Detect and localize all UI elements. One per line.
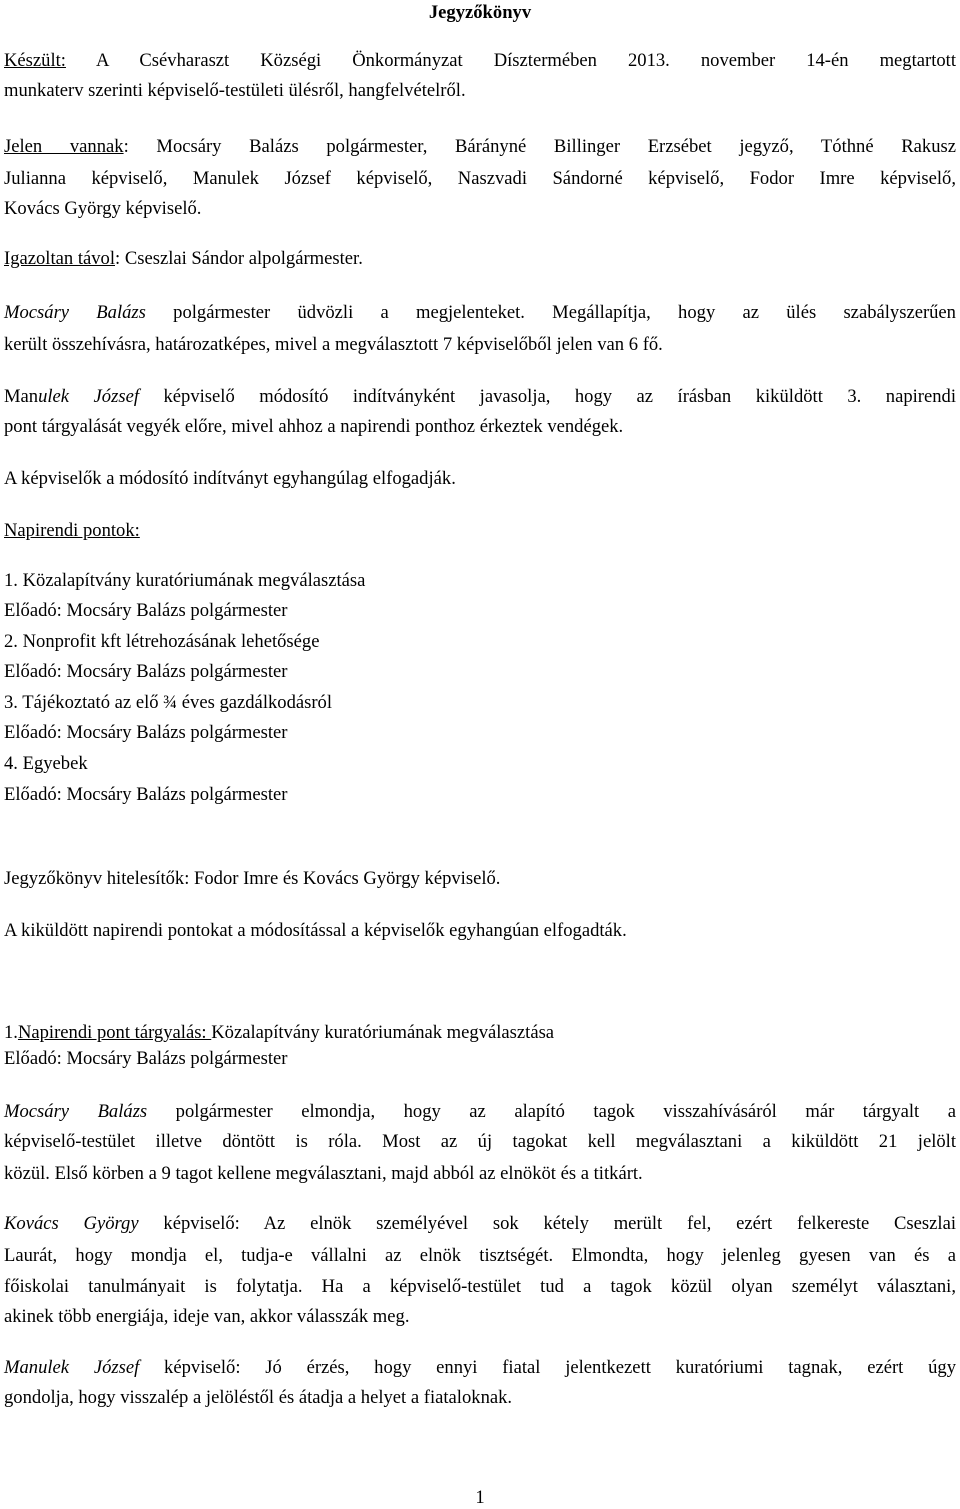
proposal-name-plain: Man xyxy=(4,386,39,407)
intro-line-1 xyxy=(4,50,956,72)
p1-text: polgármester elmondja, hogy az alapító tagok visszahívásáról már tárgyalt a xyxy=(147,1101,956,1122)
item1-presenter: Előadó: Mocsáry Balázs polgármester xyxy=(4,1048,288,1069)
present-text: : Mocsáry Balázs polgármester, Bárányné Billinger Erzsébet jegyző, Tóthné Rakusz xyxy=(123,136,956,157)
p2-line-3: főiskolai tanulmányait is folytatja. Ha a képviselő-testület tud a tagok közül olyan személyt választani, xyxy=(4,1276,956,1297)
p2-line-4: akinek több energiája, ideje van, akkor válasszák meg. xyxy=(4,1306,410,1327)
item1-label: Napirendi pont tárgyalás: xyxy=(17,1022,212,1043)
p3-name: Manulek József xyxy=(4,1357,140,1378)
p1-line-3: közül. Első körben a 9 tagot kellene megválasztani, majd abból az elnököt és a titkárt. xyxy=(4,1163,643,1184)
item1-prefix: 1. xyxy=(4,1022,18,1043)
absent-line xyxy=(4,248,956,270)
item1-heading xyxy=(4,1022,956,1044)
greeting-line-2: került összehívásra, határozatképes, mivel a megválasztott 7 képviselőből jelen van 6 fő. xyxy=(4,334,663,355)
present-line-3: Kovács György képviselő. xyxy=(4,198,202,219)
greeting-line-1 xyxy=(4,302,956,324)
p1-line-2: képviselő-testület illetve döntött is róla. Most az új tagokat kell megválasztani a kiküldött 21 jelölt xyxy=(4,1131,956,1152)
document-title: Jegyzőkönyv xyxy=(428,2,532,23)
p3-text: képviselő: Jó érzés, hogy ennyi fiatal jelentkezett kuratóriumi tagnak, ezért úgy xyxy=(139,1357,957,1378)
p1-name: Mocsáry Balázs xyxy=(4,1101,148,1122)
agenda-item-2-presenter: Előadó: Mocsáry Balázs polgármester xyxy=(4,661,288,682)
acceptance-line: A képviselők a módosító indítványt egyhangúlag elfogadják. xyxy=(4,468,456,489)
agenda-item-3-title: 3. Tájékoztató az elő ¾ éves gazdálkodásról xyxy=(4,692,333,713)
p2-line-1 xyxy=(4,1213,956,1235)
absent-text: : Cseszlai Sándor alpolgármester. xyxy=(115,248,363,269)
proposal-name-italic: ulek József xyxy=(38,386,139,407)
page-number: 1 xyxy=(475,1487,485,1508)
agenda-item-2-title: 2. Nonprofit kft létrehozásának lehetősége xyxy=(4,631,320,652)
agenda-item-4-presenter: Előadó: Mocsáry Balázs polgármester xyxy=(4,784,288,805)
agenda-accepted-line: A kiküldött napirendi pontokat a módosítással a képviselők egyhangúan elfogadták. xyxy=(4,920,627,941)
agenda-item-4-title: 4. Egyebek xyxy=(4,753,88,774)
intro-line-2: munkaterv szerinti képviselő-testületi ülésről, hangfelvételről. xyxy=(4,80,466,101)
greeting-name: Mocsáry Balázs xyxy=(4,302,146,323)
proposal-text: képviselő módosító indítványként javasolja, hogy az írásban kiküldött 3. napirendi xyxy=(139,386,956,407)
agenda-item-3-presenter: Előadó: Mocsáry Balázs polgármester xyxy=(4,722,288,743)
present-label: Jelen vannak xyxy=(4,136,124,157)
p2-line-2: Laurát, hogy mondja el, tudja-e vállalni az elnök tisztségét. Elmondta, hogy jelenleg gyesen van és a xyxy=(4,1245,956,1266)
p3-line-1 xyxy=(4,1357,956,1379)
intro-label: Készült: xyxy=(4,50,66,71)
authenticators-line: Jegyzőkönyv hitelesítők: Fodor Imre és Kovács György képviselő. xyxy=(4,868,501,889)
p1-line-1 xyxy=(4,1101,956,1123)
proposal-line-1 xyxy=(4,386,956,408)
agenda-heading: Napirendi pontok: xyxy=(4,520,140,541)
intro-text: A Csévharaszt Községi Önkormányzat Dísztermében 2013. november 14-én megtartott xyxy=(65,50,956,71)
item1-title: Közalapítvány kuratóriumának megválasztása xyxy=(211,1022,555,1043)
greeting-text: polgármester üdvözli a megjelenteket. Megállapítja, hogy az ülés szabályszerűen xyxy=(145,302,956,323)
p3-line-2: gondolja, hogy visszalép a jelöléstől és átadja a helyet a fiataloknak. xyxy=(4,1387,513,1408)
absent-label: Igazoltan távol xyxy=(4,248,115,269)
p2-name: Kovács György xyxy=(4,1213,139,1234)
present-line-2: Julianna képviselő, Manulek József képviselő, Naszvadi Sándorné képviselő, Fodor Imre képviselő, xyxy=(4,168,956,189)
present-line-1 xyxy=(4,136,956,158)
agenda-item-1-title: 1. Közalapítvány kuratóriumának megválasztása xyxy=(4,570,366,591)
proposal-line-2: pont tárgyalását vegyék előre, mivel ahhoz a napirendi ponthoz érkeztek vendégek. xyxy=(4,416,624,437)
agenda-item-1-presenter: Előadó: Mocsáry Balázs polgármester xyxy=(4,600,288,621)
p2-text: képviselő: Az elnök személyével sok kétely merült fel, ezért felkereste Cseszlai xyxy=(138,1213,956,1234)
